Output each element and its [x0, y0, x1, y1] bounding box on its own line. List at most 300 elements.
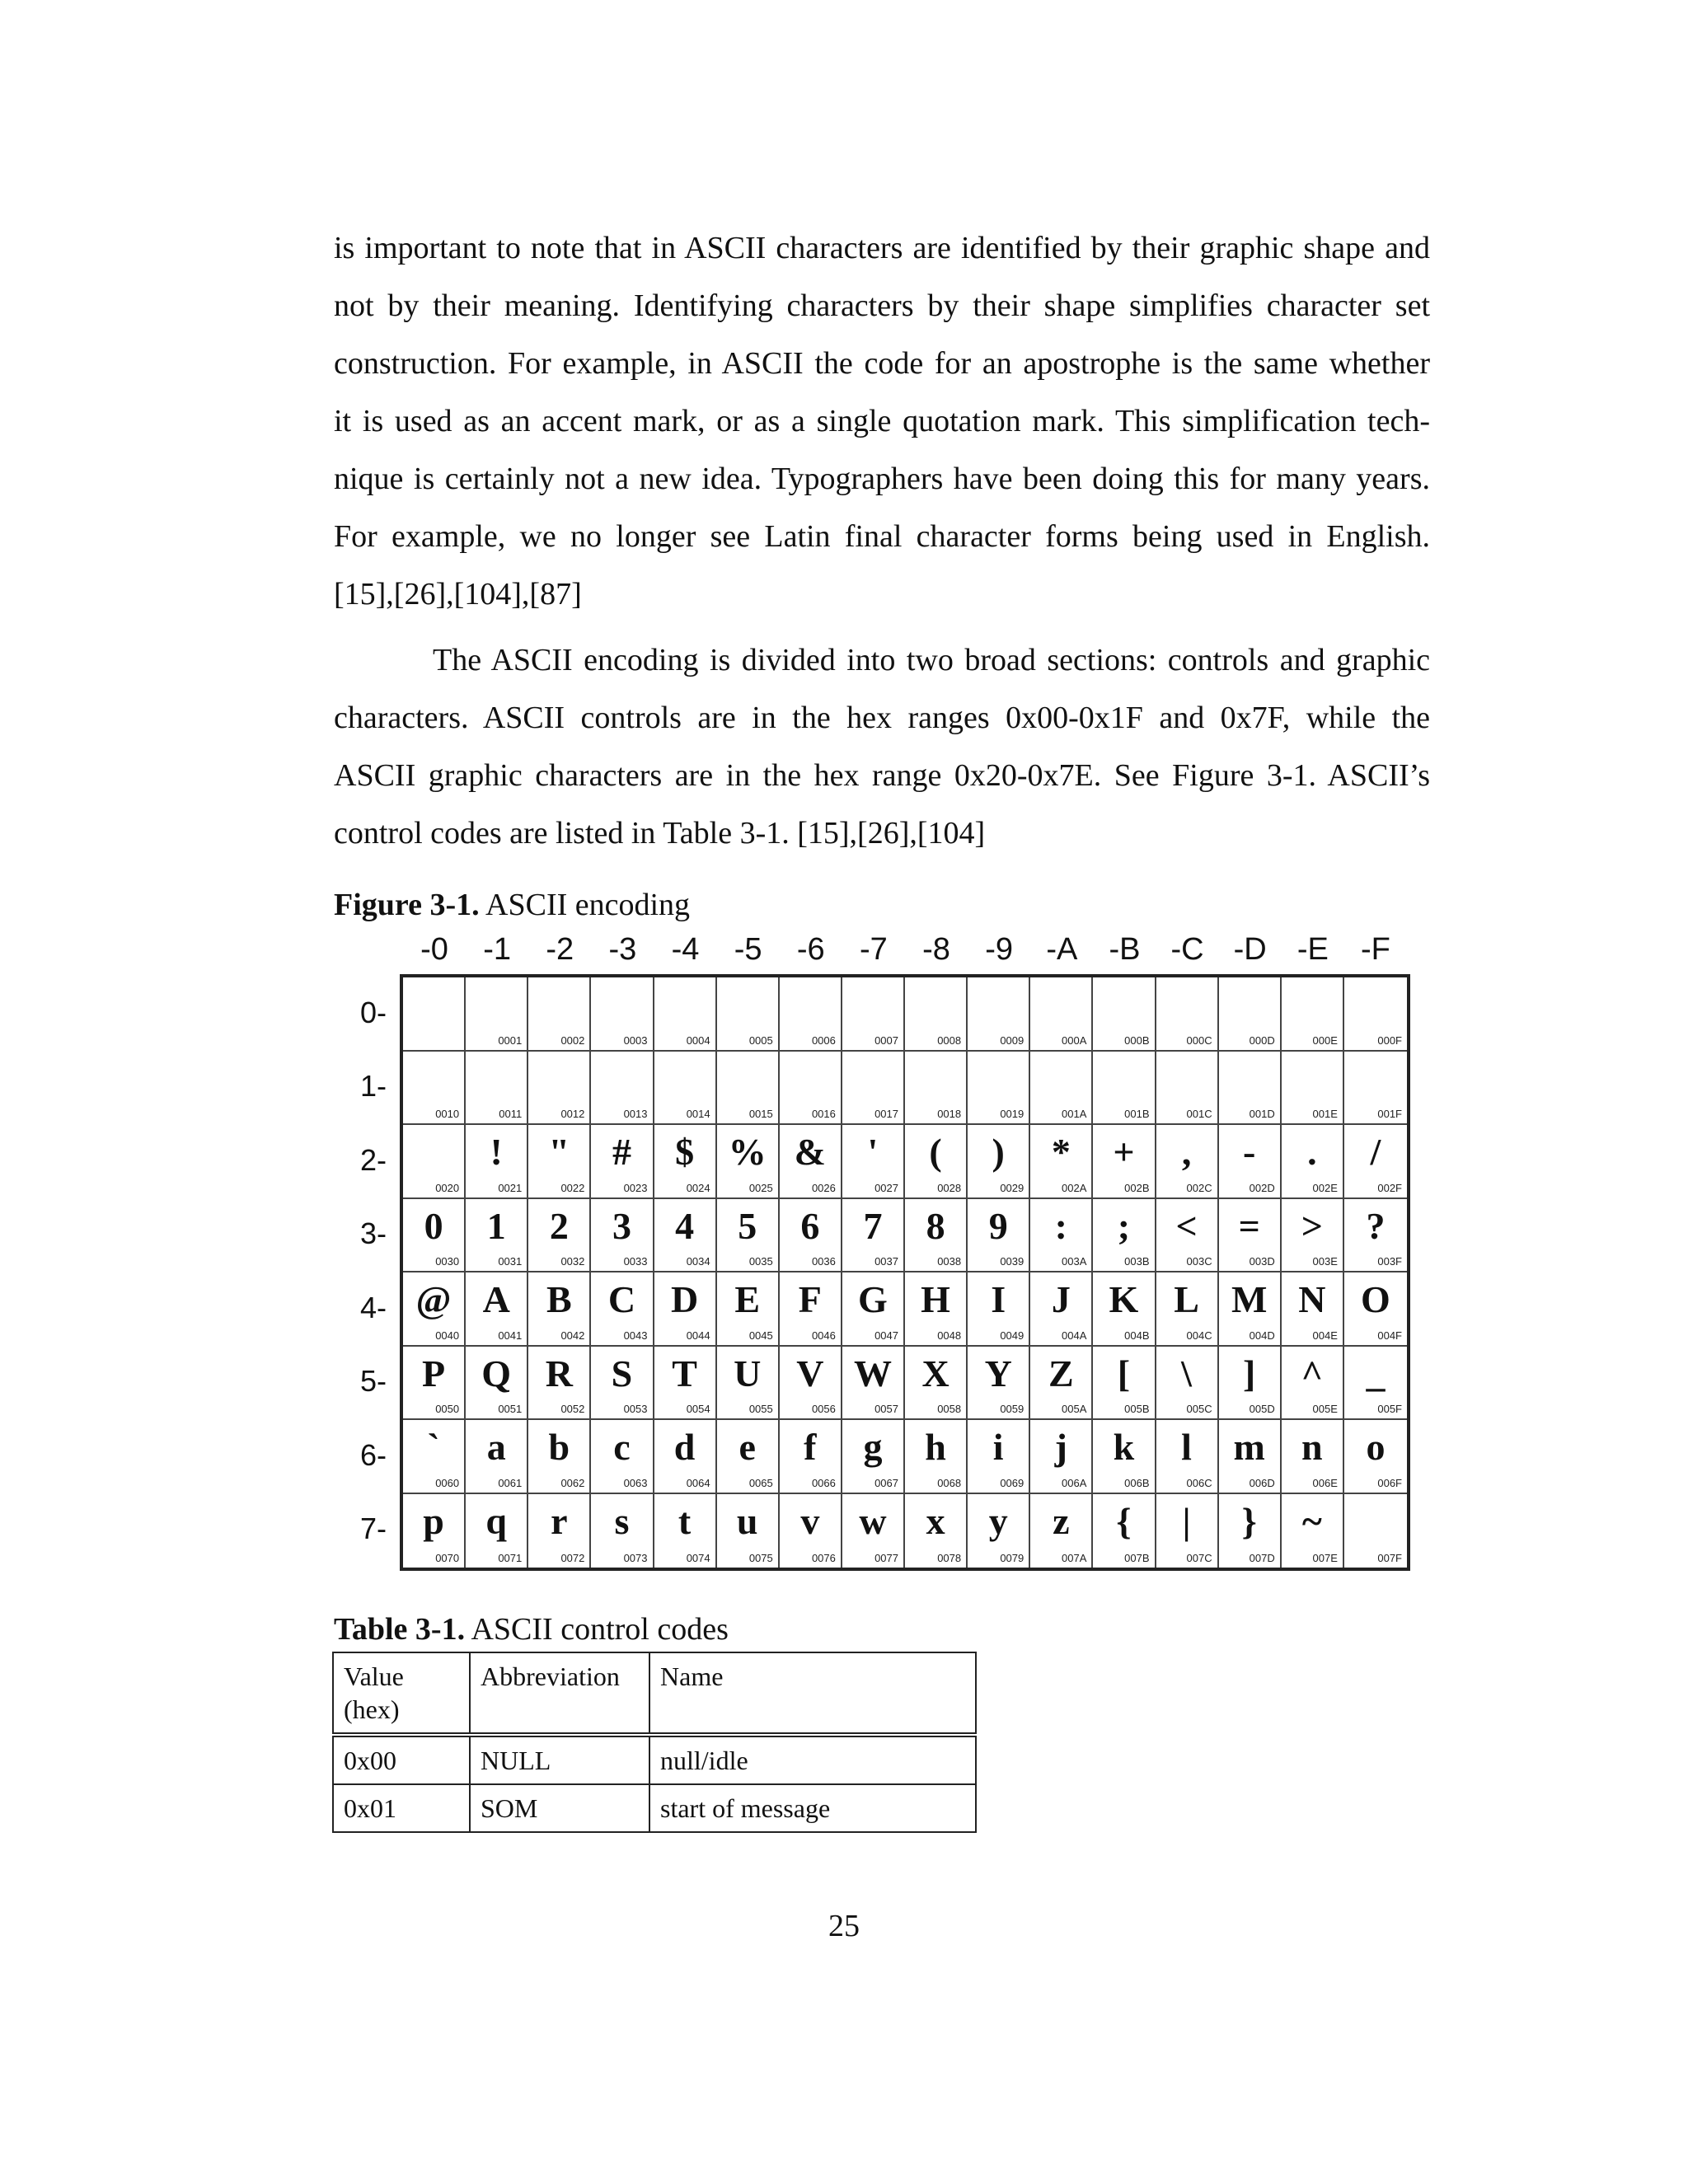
column-header: -7: [860, 932, 888, 967]
char-glyph: ;: [1117, 1204, 1131, 1247]
code-point: 0058: [937, 1403, 962, 1415]
code-point: 0008: [937, 1033, 962, 1047]
char-glyph: N: [1298, 1278, 1326, 1320]
chart-cell: [780, 1125, 842, 1199]
code-point: 0003: [623, 1033, 648, 1047]
chart-cell: [968, 1199, 1030, 1273]
chart-cell: [528, 1052, 591, 1126]
column-header-value: Value (hex): [333, 1652, 470, 1735]
chart-cell: [717, 1420, 780, 1494]
chart-cell: [654, 1199, 717, 1273]
char-glyph: 7: [863, 1204, 883, 1247]
code-point: 006E: [1312, 1476, 1338, 1489]
code-point: 003D: [1249, 1255, 1275, 1268]
code-point: 0040: [435, 1329, 460, 1342]
chart-cell: [403, 977, 466, 1052]
table-title: ASCII control codes: [471, 1612, 729, 1647]
column-header: -6: [796, 932, 825, 967]
char-glyph: a: [486, 1426, 506, 1468]
char-glyph: ,: [1181, 1131, 1192, 1173]
figure-caption: [334, 884, 690, 926]
code-point: 005A: [1062, 1403, 1087, 1415]
chart-cell: [905, 1494, 968, 1568]
figure-title: ASCII encoding: [485, 888, 691, 922]
chart-cell: [1156, 1347, 1219, 1421]
chart-cell: [780, 1199, 842, 1273]
chart-cell: [466, 1494, 528, 1568]
chart-cell: [1219, 1420, 1282, 1494]
code-point: 0048: [937, 1329, 962, 1342]
code-point: 0077: [874, 1552, 898, 1564]
char-glyph: +: [1113, 1131, 1135, 1173]
code-point: 001F: [1377, 1108, 1402, 1120]
char-glyph: ): [992, 1131, 1005, 1173]
char-glyph: J: [1051, 1278, 1071, 1320]
code-point: 0067: [874, 1476, 898, 1489]
code-point: 0060: [435, 1476, 460, 1489]
code-point: 0057: [874, 1403, 898, 1415]
char-glyph: c: [613, 1426, 631, 1468]
chart-cell: [466, 1199, 528, 1273]
code-point: 0046: [811, 1329, 836, 1342]
chart-cell: [842, 1347, 905, 1421]
chart-cell: [717, 1052, 780, 1126]
table-cell-value: 0x01: [333, 1784, 470, 1832]
char-glyph: \: [1181, 1352, 1192, 1394]
char-glyph: k: [1113, 1426, 1135, 1468]
code-point: 0035: [748, 1255, 773, 1268]
char-glyph: Y: [984, 1352, 1012, 1394]
chart-cell: [1282, 1347, 1344, 1421]
chart-cell: [466, 1125, 528, 1199]
code-point: 0018: [937, 1108, 962, 1120]
char-glyph: }: [1241, 1499, 1257, 1542]
code-point: 004B: [1124, 1329, 1150, 1342]
char-glyph: ': [867, 1131, 879, 1173]
chart-cell: [1344, 1125, 1407, 1199]
chart-cell: [654, 1052, 717, 1126]
chart-cell: [591, 1347, 654, 1421]
char-glyph: D: [670, 1278, 699, 1320]
code-point: 0068: [937, 1476, 962, 1489]
code-point: 0072: [560, 1552, 585, 1564]
char-glyph: -: [1243, 1131, 1256, 1173]
code-point: 0019: [1000, 1108, 1025, 1120]
char-glyph: 0: [424, 1204, 443, 1247]
char-glyph: m: [1233, 1426, 1265, 1468]
chart-cell: [780, 1052, 842, 1126]
chart-cell: [466, 1052, 528, 1126]
chart-cell: [780, 1272, 842, 1347]
chart-cell: [1344, 1199, 1407, 1273]
char-glyph: P: [422, 1352, 446, 1394]
char-glyph: C: [607, 1278, 636, 1320]
row-header: 0-: [360, 995, 387, 1029]
chart-cell: [528, 1347, 591, 1421]
char-glyph: S: [611, 1352, 633, 1394]
column-header: -B: [1109, 932, 1141, 967]
chart-cell: [1093, 1199, 1156, 1273]
chart-cell: [1093, 1125, 1156, 1199]
chart-cell: [1282, 1272, 1344, 1347]
text-line: For example, we no longer see Latin final character forms being used in English.: [334, 519, 1430, 554]
chart-cell: [591, 1420, 654, 1494]
char-glyph: L: [1174, 1278, 1199, 1320]
chart-cell: [780, 1420, 842, 1494]
chart-cell: [403, 1272, 466, 1347]
chart-cell: [1156, 1125, 1219, 1199]
code-point: 001B: [1124, 1108, 1150, 1120]
char-glyph: |: [1182, 1499, 1191, 1542]
char-glyph: f: [804, 1426, 817, 1468]
chart-cell: [968, 1052, 1030, 1126]
chart-cell: [466, 1420, 528, 1494]
code-point: 0070: [435, 1552, 460, 1564]
code-point: 0054: [686, 1403, 710, 1415]
char-glyph: 4: [675, 1204, 695, 1247]
char-glyph: &: [794, 1131, 826, 1173]
chart-grid: [400, 974, 1410, 1571]
code-point: 007D: [1249, 1552, 1275, 1564]
code-point: 0066: [811, 1476, 836, 1489]
code-point: 004E: [1312, 1329, 1338, 1342]
code-point: 0078: [937, 1552, 962, 1564]
control-codes-table: [332, 1652, 977, 1833]
chart-cell: [654, 1347, 717, 1421]
char-glyph: 9: [988, 1204, 1008, 1247]
char-glyph: 8: [926, 1204, 945, 1247]
chart-cell: [842, 977, 905, 1052]
char-glyph: l: [1181, 1426, 1192, 1468]
chart-cell: [1156, 1272, 1219, 1347]
chart-cell: [1344, 977, 1407, 1052]
code-point: 007F: [1377, 1552, 1402, 1564]
chart-cell: [1282, 1199, 1344, 1273]
code-point: 0014: [686, 1108, 710, 1120]
chart-cell: [968, 1125, 1030, 1199]
code-point: 0076: [811, 1552, 836, 1564]
chart-cell: [1156, 1420, 1219, 1494]
char-glyph: o: [1366, 1426, 1386, 1468]
code-point: 007A: [1062, 1552, 1087, 1564]
code-point: 0031: [498, 1255, 523, 1268]
row-header: 4-: [360, 1290, 387, 1324]
chart-cell: [842, 1199, 905, 1273]
code-point: 003B: [1124, 1255, 1150, 1268]
chart-cell: [1093, 1052, 1156, 1126]
char-glyph: _: [1366, 1352, 1386, 1394]
chart-cell: [1093, 977, 1156, 1052]
code-point: 000B: [1124, 1033, 1150, 1047]
chart-cell: [591, 1125, 654, 1199]
char-glyph: x: [926, 1499, 945, 1542]
code-point: 0015: [748, 1108, 773, 1120]
row-header: 2-: [360, 1142, 387, 1177]
chart-cell: [717, 1125, 780, 1199]
code-point: 005E: [1312, 1403, 1338, 1415]
code-point: 0039: [1000, 1255, 1025, 1268]
char-glyph: #: [612, 1131, 631, 1173]
table-cell-name: start of message: [649, 1784, 976, 1832]
chart-cell: [780, 1347, 842, 1421]
char-glyph: [: [1117, 1352, 1131, 1394]
char-glyph: ^: [1301, 1352, 1324, 1394]
code-point: 0074: [686, 1552, 710, 1564]
char-glyph: %: [728, 1131, 767, 1173]
chart-cell: [717, 1272, 780, 1347]
chart-cell: [1030, 1199, 1093, 1273]
code-point: 0047: [874, 1329, 898, 1342]
code-point: 001A: [1062, 1108, 1087, 1120]
chart-cell: [968, 1272, 1030, 1347]
char-glyph: n: [1301, 1426, 1323, 1468]
column-header: -D: [1233, 932, 1267, 967]
code-point: 0002: [560, 1033, 585, 1047]
char-glyph: ?: [1366, 1204, 1386, 1247]
chart-cell: [1282, 1494, 1344, 1568]
code-point: 0021: [498, 1181, 523, 1194]
column-header: -9: [985, 932, 1014, 967]
code-point: 006B: [1124, 1476, 1150, 1489]
char-glyph: p: [423, 1499, 444, 1542]
code-point: 0006: [811, 1033, 836, 1047]
code-point: 006D: [1249, 1476, 1275, 1489]
column-header: -0: [420, 932, 448, 967]
char-glyph: A: [482, 1278, 510, 1320]
paragraph-2: [334, 631, 1430, 862]
code-point: 0064: [686, 1476, 710, 1489]
chart-cell: [528, 1272, 591, 1347]
code-point: 003C: [1186, 1255, 1212, 1268]
char-glyph: >: [1301, 1204, 1323, 1247]
char-glyph: =: [1238, 1204, 1260, 1247]
char-glyph: i: [992, 1426, 1004, 1468]
char-glyph: w: [859, 1499, 887, 1542]
table-cell-value: 0x00: [333, 1735, 470, 1784]
char-glyph: ": [548, 1131, 570, 1173]
chart-cell: [968, 977, 1030, 1052]
chart-cell: [403, 1125, 466, 1199]
chart-cell: [591, 977, 654, 1052]
code-point: 0037: [874, 1255, 898, 1268]
code-point: 0050: [435, 1403, 460, 1415]
code-point: 0001: [498, 1033, 523, 1047]
figure-label: Figure 3-1.: [334, 888, 480, 922]
code-point: 002D: [1249, 1181, 1275, 1194]
row-header: 6-: [360, 1437, 387, 1472]
char-glyph: 1: [486, 1204, 506, 1247]
char-glyph: W: [853, 1352, 892, 1394]
char-glyph: r: [551, 1499, 568, 1542]
char-glyph: T: [672, 1352, 697, 1394]
chart-cell: [717, 1494, 780, 1568]
text-line: characters. ASCII controls are in the hex ranges 0x00-0x1F and 0x7F, while the: [334, 701, 1430, 735]
chart-cell: [528, 1494, 591, 1568]
chart-cell: [403, 1494, 466, 1568]
chart-cell: [654, 1420, 717, 1494]
code-point: 0004: [686, 1033, 710, 1047]
code-point: 0051: [498, 1403, 523, 1415]
code-point: 004C: [1186, 1329, 1212, 1342]
code-point: 0059: [1000, 1403, 1025, 1415]
char-glyph: <: [1175, 1204, 1198, 1247]
code-point: 003A: [1062, 1255, 1087, 1268]
chart-cell: [905, 1420, 968, 1494]
code-point: 002C: [1186, 1181, 1212, 1194]
chart-cell: [717, 1347, 780, 1421]
code-point: 005C: [1186, 1403, 1212, 1415]
code-point: 0028: [937, 1181, 962, 1194]
chart-cell: [717, 977, 780, 1052]
char-glyph: K: [1109, 1278, 1139, 1320]
chart-cell: [528, 1420, 591, 1494]
code-point: 001E: [1312, 1108, 1338, 1120]
text-line: The ASCII encoding is divided into two broad sections: controls and graphic: [433, 643, 1430, 677]
chart-cell: [1156, 1199, 1219, 1273]
chart-cell: [1344, 1272, 1407, 1347]
text-line: not by their meaning. Identifying characters by their shape simplifies character set: [334, 288, 1430, 323]
code-point: 0017: [874, 1108, 898, 1120]
chart-cell: [1156, 1494, 1219, 1568]
code-point: 0052: [560, 1403, 585, 1415]
chart-cell: [1093, 1272, 1156, 1347]
code-point: 001C: [1186, 1108, 1212, 1120]
table-cell-abbreviation: NULL: [470, 1735, 649, 1784]
char-glyph: h: [925, 1426, 946, 1468]
char-glyph: t: [678, 1499, 692, 1542]
code-point: 006C: [1186, 1476, 1212, 1489]
chart-cell: [968, 1420, 1030, 1494]
chart-cell: [654, 977, 717, 1052]
code-point: 000D: [1249, 1033, 1275, 1047]
code-point: 0044: [686, 1329, 710, 1342]
column-header: -5: [734, 932, 762, 967]
code-point: 000F: [1377, 1033, 1402, 1047]
chart-cell: [1030, 1494, 1093, 1568]
code-point: 0041: [498, 1329, 523, 1342]
chart-cell: [1030, 1052, 1093, 1126]
char-glyph: y: [988, 1499, 1008, 1542]
chart-cell: [654, 1125, 717, 1199]
code-point: 0065: [748, 1476, 773, 1489]
char-glyph: *: [1051, 1131, 1071, 1173]
char-glyph: u: [736, 1499, 758, 1542]
code-point: 0024: [686, 1181, 710, 1194]
char-glyph: O: [1361, 1278, 1390, 1320]
column-header: -1: [483, 932, 512, 967]
char-glyph: R: [545, 1352, 573, 1394]
char-glyph: X: [921, 1352, 950, 1394]
char-glyph: g: [863, 1426, 883, 1468]
code-point: 0032: [560, 1255, 585, 1268]
table-row: [333, 1784, 976, 1832]
code-point: 0045: [748, 1329, 773, 1342]
code-point: 0026: [811, 1181, 836, 1194]
code-point: 0069: [1000, 1476, 1025, 1489]
column-header: -E: [1296, 932, 1329, 967]
char-glyph: B: [546, 1278, 572, 1320]
chart-cell: [1093, 1494, 1156, 1568]
code-point: 0075: [748, 1552, 773, 1564]
code-point: 004A: [1062, 1329, 1087, 1342]
code-point: 0030: [435, 1255, 460, 1268]
code-point: 002F: [1377, 1181, 1402, 1194]
code-point: 0011: [499, 1108, 523, 1120]
code-point: 006F: [1377, 1476, 1402, 1489]
code-point: 0033: [623, 1255, 648, 1268]
char-glyph: G: [858, 1278, 888, 1320]
column-header: -3: [608, 932, 637, 967]
char-glyph: z: [1053, 1499, 1070, 1542]
row-header: 5-: [360, 1364, 387, 1399]
code-point: 0029: [1000, 1181, 1025, 1194]
column-header: -8: [922, 932, 950, 967]
char-glyph: Z: [1048, 1352, 1074, 1394]
chart-cell: [1156, 1052, 1219, 1126]
chart-cell: [1344, 1494, 1407, 1568]
column-header-name: Name: [649, 1652, 976, 1735]
chart-cell: [717, 1199, 780, 1273]
code-point: 002A: [1062, 1181, 1087, 1194]
code-point: 0036: [811, 1255, 836, 1268]
code-point: 005B: [1124, 1403, 1150, 1415]
chart-cell: [1219, 1125, 1282, 1199]
table-cell-name: null/idle: [649, 1735, 976, 1784]
row-header: 1-: [360, 1069, 387, 1104]
char-glyph: q: [485, 1499, 507, 1542]
code-point: 004F: [1377, 1329, 1402, 1342]
code-point: 0027: [874, 1181, 898, 1194]
text-line: ASCII graphic characters are in the hex range 0x20-0x7E. See Figure 3-1. ASCII’s: [334, 758, 1430, 793]
chart-cell: [1219, 1052, 1282, 1126]
chart-cell: [403, 1347, 466, 1421]
chart-cell: [1282, 1125, 1344, 1199]
char-glyph: @: [415, 1278, 452, 1320]
chart-cell: [1282, 977, 1344, 1052]
code-point: 000A: [1062, 1033, 1087, 1047]
chart-cell: [466, 977, 528, 1052]
char-glyph: j: [1054, 1426, 1067, 1468]
chart-cell: [1344, 1052, 1407, 1126]
chart-cell: [905, 1052, 968, 1126]
code-point: 0038: [937, 1255, 962, 1268]
text-line: is important to note that in ASCII characters are identified by their graphic shape and: [334, 231, 1430, 265]
code-point: 000C: [1186, 1033, 1212, 1047]
code-point: 0055: [748, 1403, 773, 1415]
chart-cell: [1219, 977, 1282, 1052]
text-line: control codes are listed in Table 3-1. [15],[26],[104]: [334, 816, 986, 851]
column-header: -A: [1046, 932, 1078, 967]
char-glyph: H: [921, 1278, 950, 1320]
chart-cell: [591, 1272, 654, 1347]
chart-cell: [1344, 1420, 1407, 1494]
code-point: 0023: [623, 1181, 648, 1194]
code-point: 0063: [623, 1476, 648, 1489]
code-point: 0025: [748, 1181, 773, 1194]
code-point: 0042: [560, 1329, 585, 1342]
char-glyph: s: [614, 1499, 630, 1542]
code-point: 0009: [1000, 1033, 1025, 1047]
char-glyph: ]: [1243, 1352, 1256, 1394]
code-point: 007B: [1124, 1552, 1150, 1564]
char-glyph: e: [738, 1426, 756, 1468]
chart-cell: [591, 1052, 654, 1126]
chart-cell: [403, 1052, 466, 1126]
char-glyph: ~: [1301, 1499, 1322, 1542]
code-point: 0053: [623, 1403, 648, 1415]
chart-cell: [466, 1272, 528, 1347]
char-glyph: (: [929, 1131, 942, 1173]
